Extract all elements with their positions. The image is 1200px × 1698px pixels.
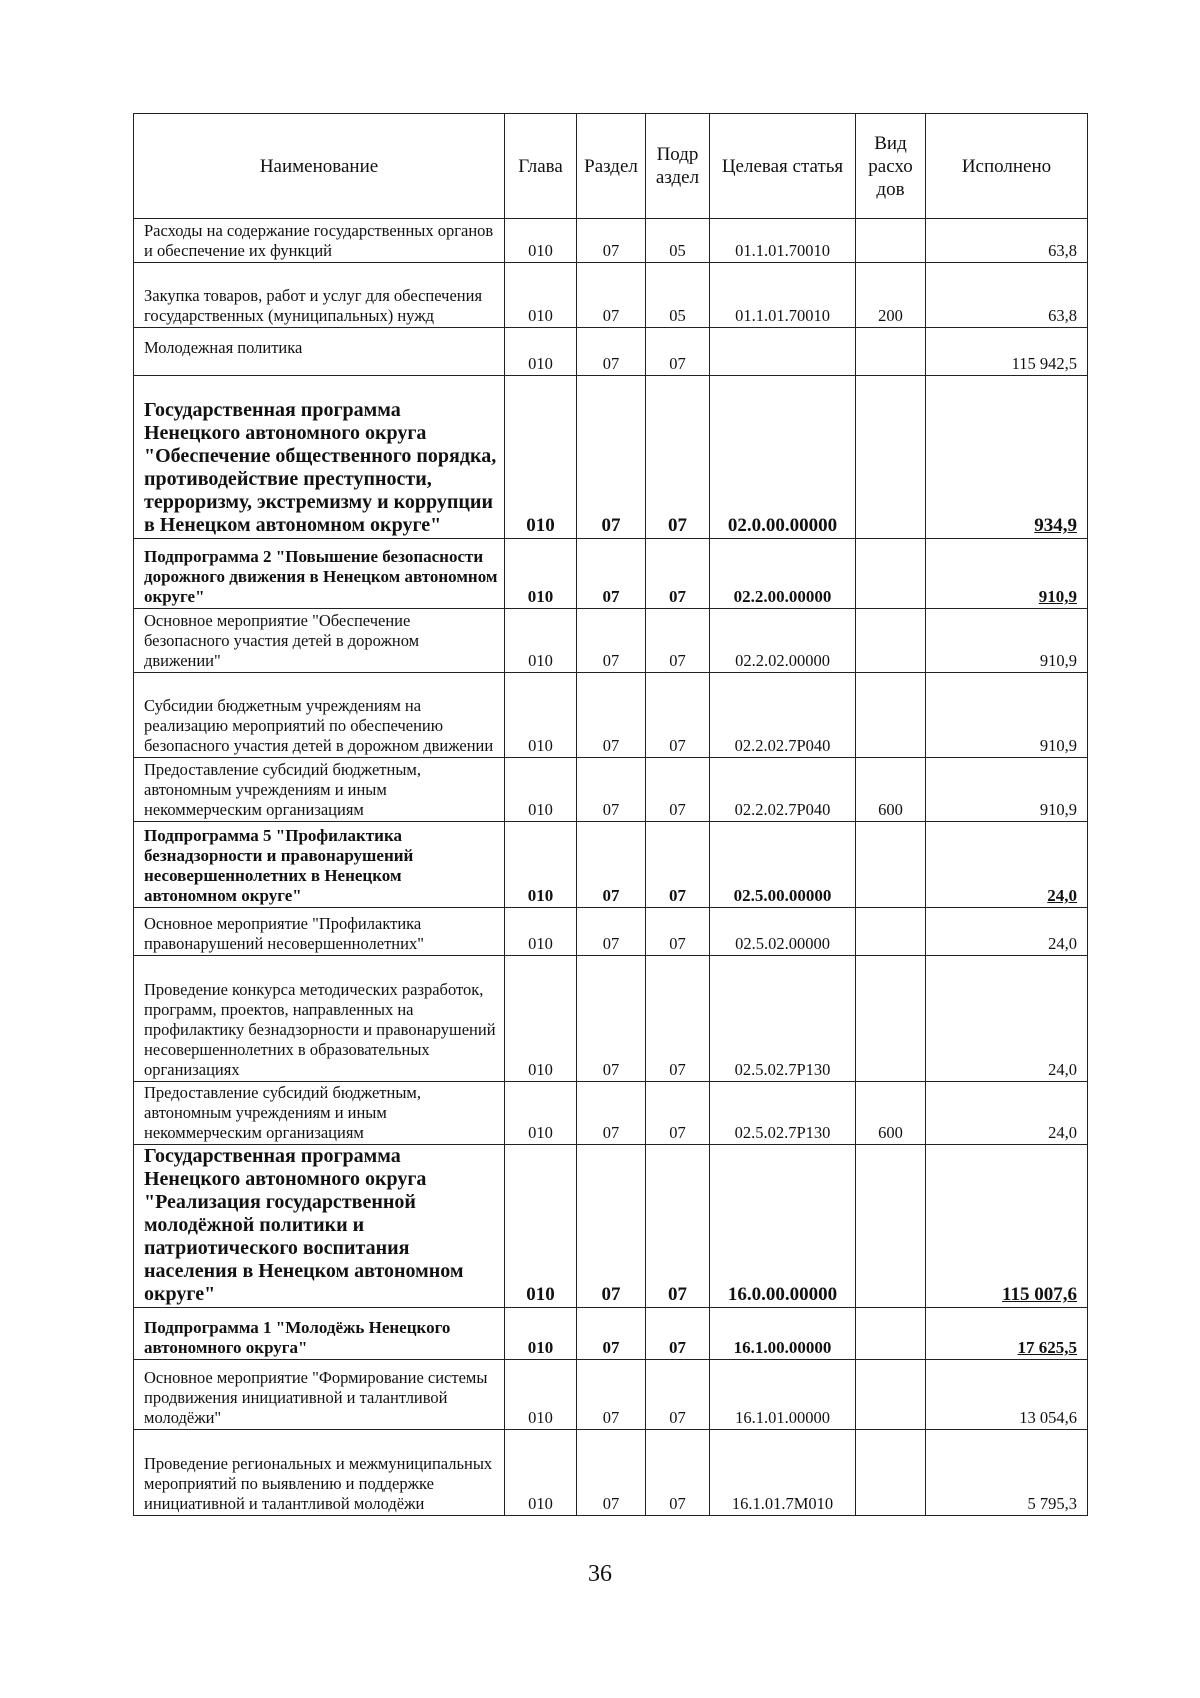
row-name: Расходы на содержание государственных органов и обеспечение их функций xyxy=(134,219,505,263)
row-podrazdel: 07 xyxy=(646,539,710,609)
row-razdel: 07 xyxy=(577,609,646,673)
row-executed: 24,0 xyxy=(926,822,1088,908)
table-row xyxy=(134,219,1088,263)
row-razdel: 07 xyxy=(577,328,646,376)
row-executed: 17 625,5 xyxy=(926,1308,1088,1360)
row-glava: 010 xyxy=(505,609,577,673)
row-podrazdel: 07 xyxy=(646,376,710,539)
row-name: Закупка товаров, работ и услуг для обеспечения государственных (муниципальных) нужд xyxy=(134,263,505,328)
row-razdel: 07 xyxy=(577,956,646,1082)
row-vid xyxy=(856,376,926,539)
row-executed: 24,0 xyxy=(926,1082,1088,1145)
header-razdel: Раздел xyxy=(577,114,646,219)
row-target: 01.1.01.70010 xyxy=(710,263,856,328)
row-target: 16.1.01.7М010 xyxy=(710,1430,856,1516)
row-podrazdel: 07 xyxy=(646,1360,710,1430)
table-row xyxy=(134,609,1088,673)
table-row xyxy=(134,328,1088,376)
table-row xyxy=(134,822,1088,908)
row-glava: 010 xyxy=(505,908,577,956)
row-name: Подпрограмма 1 "Молодёжь Ненецкого автономного округа" xyxy=(134,1308,505,1360)
table-row xyxy=(134,956,1088,1082)
row-glava: 010 xyxy=(505,1430,577,1516)
row-glava: 010 xyxy=(505,263,577,328)
row-executed: 24,0 xyxy=(926,908,1088,956)
row-podrazdel: 07 xyxy=(646,673,710,758)
row-podrazdel: 07 xyxy=(646,1308,710,1360)
row-name: Предоставление субсидий бюджетным, автономным учреждениям и иным некоммерческим организациям xyxy=(134,758,505,822)
row-name: Основное мероприятие "Профилактика правонарушений несовершеннолетних" xyxy=(134,908,505,956)
row-executed: 63,8 xyxy=(926,219,1088,263)
table-row xyxy=(134,376,1088,539)
row-podrazdel: 07 xyxy=(646,1082,710,1145)
row-razdel: 07 xyxy=(577,539,646,609)
row-glava: 010 xyxy=(505,1308,577,1360)
row-vid xyxy=(856,609,926,673)
row-target: 02.5.00.00000 xyxy=(710,822,856,908)
row-razdel: 07 xyxy=(577,1430,646,1516)
header-glava: Глава xyxy=(505,114,577,219)
row-target: 02.5.02.00000 xyxy=(710,908,856,956)
row-executed: 910,9 xyxy=(926,539,1088,609)
row-glava: 010 xyxy=(505,539,577,609)
row-executed: 24,0 xyxy=(926,956,1088,1082)
table-header-row xyxy=(134,114,1088,219)
row-glava: 010 xyxy=(505,1082,577,1145)
row-razdel: 07 xyxy=(577,758,646,822)
row-glava: 010 xyxy=(505,1145,577,1308)
row-razdel: 07 xyxy=(577,1308,646,1360)
row-name: Субсидии бюджетным учреждениям на реализацию мероприятий по обеспечению безопасного участия детей в дорожном движении xyxy=(134,673,505,758)
row-executed: 115 942,5 xyxy=(926,328,1088,376)
page-number: 36 xyxy=(588,1561,612,1587)
row-podrazdel: 07 xyxy=(646,1430,710,1516)
row-glava: 010 xyxy=(505,376,577,539)
row-executed: 115 007,6 xyxy=(926,1145,1088,1308)
table-row xyxy=(134,1145,1088,1308)
table-row xyxy=(134,758,1088,822)
row-podrazdel: 05 xyxy=(646,219,710,263)
row-glava: 010 xyxy=(505,328,577,376)
row-name: Основное мероприятие "Обеспечение безопасного участия детей в дорожном движении" xyxy=(134,609,505,673)
row-name: Подпрограмма 2 "Повышение безопасности дорожного движения в Ненецком автономном округе" xyxy=(134,539,505,609)
row-name: Проведение конкурса методических разработок, программ, проектов, направленных на профилактику безнадзорности и правонарушений несовершеннолетних в образовательных организациях xyxy=(134,956,505,1082)
row-razdel: 07 xyxy=(577,1145,646,1308)
row-executed: 910,9 xyxy=(926,758,1088,822)
row-razdel: 07 xyxy=(577,822,646,908)
row-podrazdel: 07 xyxy=(646,1145,710,1308)
row-name: Государственная программа Ненецкого автономного округа "Обеспечение общественного порядка, противодействие преступности, терроризму, экстремизму и коррупции в Ненецком автономном округе" xyxy=(134,376,505,539)
row-name: Проведение региональных и межмуниципальных мероприятий по выявлению и поддержке инициативной и талантливой молодёжи xyxy=(134,1430,505,1516)
row-target: 02.2.02.7Р040 xyxy=(710,758,856,822)
row-razdel: 07 xyxy=(577,1360,646,1430)
header-name: Наименование xyxy=(134,114,505,219)
row-glava: 010 xyxy=(505,673,577,758)
table-row xyxy=(134,1430,1088,1516)
table-row xyxy=(134,908,1088,956)
row-target: 16.1.00.00000 xyxy=(710,1308,856,1360)
row-name: Государственная программа Ненецкого автономного округа "Реализация государственной молодёжной политики и патриотического воспитания населения в Ненецком автономном округе" xyxy=(134,1145,505,1308)
row-vid: 200 xyxy=(856,263,926,328)
row-razdel: 07 xyxy=(577,673,646,758)
row-vid xyxy=(856,673,926,758)
row-name: Молодежная политика xyxy=(134,328,505,376)
row-podrazdel: 07 xyxy=(646,956,710,1082)
row-vid: 600 xyxy=(856,758,926,822)
header-executed: Исполнено xyxy=(926,114,1088,219)
budget-table-container xyxy=(133,113,1087,1516)
row-vid: 600 xyxy=(856,1082,926,1145)
row-podrazdel: 07 xyxy=(646,908,710,956)
row-podrazdel: 05 xyxy=(646,263,710,328)
row-vid xyxy=(856,1360,926,1430)
row-vid xyxy=(856,328,926,376)
row-target: 02.2.02.00000 xyxy=(710,609,856,673)
row-target: 16.1.01.00000 xyxy=(710,1360,856,1430)
row-executed: 5 795,3 xyxy=(926,1430,1088,1516)
header-target: Целевая статья xyxy=(710,114,856,219)
row-name: Основное мероприятие "Формирование системы продвижения инициативной и талантливой молодёжи" xyxy=(134,1360,505,1430)
table-row xyxy=(134,1082,1088,1145)
table-row xyxy=(134,1308,1088,1360)
header-podrazdel: Подр аздел xyxy=(646,114,710,219)
row-razdel: 07 xyxy=(577,908,646,956)
row-podrazdel: 07 xyxy=(646,758,710,822)
row-podrazdel: 07 xyxy=(646,822,710,908)
row-executed: 910,9 xyxy=(926,673,1088,758)
row-executed: 63,8 xyxy=(926,263,1088,328)
row-razdel: 07 xyxy=(577,263,646,328)
row-executed: 13 054,6 xyxy=(926,1360,1088,1430)
row-glava: 010 xyxy=(505,219,577,263)
row-target: 02.2.00.00000 xyxy=(710,539,856,609)
row-target xyxy=(710,328,856,376)
row-razdel: 07 xyxy=(577,1082,646,1145)
row-target: 02.0.00.00000 xyxy=(710,376,856,539)
row-vid xyxy=(856,956,926,1082)
row-vid xyxy=(856,1145,926,1308)
row-target: 01.1.01.70010 xyxy=(710,219,856,263)
row-executed: 934,9 xyxy=(926,376,1088,539)
row-target: 02.5.02.7Р130 xyxy=(710,1082,856,1145)
row-vid xyxy=(856,1430,926,1516)
table-row xyxy=(134,263,1088,328)
row-name: Предоставление субсидий бюджетным, автономным учреждениям и иным некоммерческим организациям xyxy=(134,1082,505,1145)
table-row xyxy=(134,1360,1088,1430)
row-glava: 010 xyxy=(505,758,577,822)
table-row xyxy=(134,673,1088,758)
row-target: 16.0.00.00000 xyxy=(710,1145,856,1308)
header-vid: Вид расхо дов xyxy=(856,114,926,219)
row-vid xyxy=(856,539,926,609)
row-vid xyxy=(856,219,926,263)
row-glava: 010 xyxy=(505,1360,577,1430)
row-executed: 910,9 xyxy=(926,609,1088,673)
row-target: 02.2.02.7Р040 xyxy=(710,673,856,758)
row-razdel: 07 xyxy=(577,376,646,539)
row-razdel: 07 xyxy=(577,219,646,263)
row-name: Подпрограмма 5 "Профилактика безнадзорности и правонарушений несовершеннолетних в Ненецком автономном округе" xyxy=(134,822,505,908)
table-row xyxy=(134,539,1088,609)
row-vid xyxy=(856,1308,926,1360)
row-glava: 010 xyxy=(505,822,577,908)
row-vid xyxy=(856,822,926,908)
budget-execution-table xyxy=(133,113,1088,1516)
row-podrazdel: 07 xyxy=(646,609,710,673)
row-vid xyxy=(856,908,926,956)
row-glava: 010 xyxy=(505,956,577,1082)
row-target: 02.5.02.7Р130 xyxy=(710,956,856,1082)
row-podrazdel: 07 xyxy=(646,328,710,376)
